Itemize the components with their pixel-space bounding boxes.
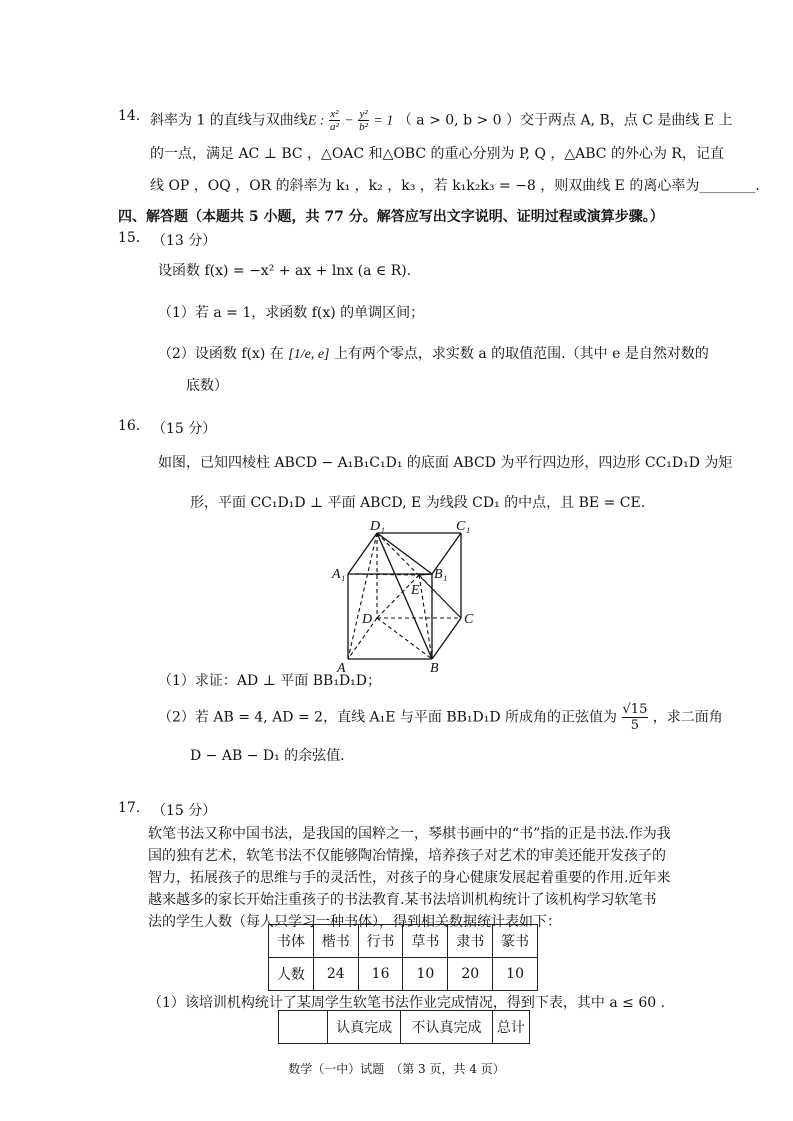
q17-para-line2: 国的独有艺术，软笔书法不仅能够陶冶情操，培养孩子对艺术的审美还能开发孩子的 — [148, 848, 666, 864]
table-cell: 草书 — [403, 925, 448, 958]
table-cell: 16 — [358, 958, 403, 991]
table-cell: 认真完成 — [328, 1011, 401, 1044]
q16-sine-fraction: $\frac{√15}{5}$ — [622, 702, 648, 733]
q17-para-line3: 智力，拓展孩子的思维与手的灵活性，对孩子的身心健康发展起着重要的作用.近年来 — [148, 870, 671, 886]
q15-stem: 设函数 f(x) = −x² + ax + lnx (a ∈ R). — [158, 263, 412, 279]
q15-part2-cont: 底数） — [186, 378, 228, 394]
q14-curve-name: E : — [307, 113, 325, 129]
table-row — [269, 958, 538, 991]
q14-line1-text-d: （ a > 0, b > 0 ）交于两点 A, B，点 C 是曲线 E 上 — [397, 112, 733, 129]
label-d: D — [362, 612, 373, 627]
segment-d1-a-hidden — [348, 533, 377, 659]
q14-line1-text-a: 斜率为 1 的直线与双曲线 — [150, 112, 308, 129]
q16-stem-line1: 如图，已知四棱柱 ABCD − A₁B₁C₁D₁ 的底面 ABCD 为平行四边形，四边形 CC₁D₁D 为矩 — [158, 455, 733, 471]
label-d1: D₁ — [370, 519, 385, 534]
label-c: C — [464, 612, 474, 627]
q16-part2 — [158, 702, 723, 733]
q17-part1: （1）该培训机构统计了某周学生软笔书法作业完成情况，得到下表，其中 a ≤ 60 . — [148, 995, 666, 1011]
q15-part1: （1）若 a = 1，求函数 f(x) 的单调区间； — [158, 305, 425, 321]
label-b: B — [430, 661, 439, 675]
q15-interval: [1/e, e] — [288, 347, 330, 362]
label-c1: C₁ — [456, 519, 471, 534]
q16-number: 16. — [118, 418, 141, 434]
label-a1: A₁ — [332, 567, 346, 582]
table-cell: 10 — [493, 958, 538, 991]
segment-e-b-hidden — [419, 575, 432, 659]
q17-para-line1: 软笔书法又称中国书法，是我国的国粹之一，琴棋书画中的“书”指的正是书法.作为我 — [148, 826, 671, 842]
table-header-row — [279, 1011, 530, 1044]
table-cell: 隶书 — [448, 925, 493, 958]
q17-score: （15 分） — [152, 803, 217, 819]
q15-part2 — [158, 343, 709, 363]
q14-number: 14. — [118, 108, 141, 124]
table-cell: 楷书 — [313, 925, 358, 958]
q17-para-line5: 法的学生人数（每人只学习一种书体），得到相关数据统计表如下： — [148, 914, 561, 930]
q16-part2-cont: D − AB − D₁ 的余弦值. — [190, 748, 345, 764]
label-e: E — [411, 583, 420, 598]
q15-part2-text-a: （2）设函数 f(x) 在 — [158, 346, 284, 362]
homework-completion-table — [278, 1010, 530, 1044]
q16-stem-line2: 形，平面 CC₁D₁D ⊥ 平面 ABCD, E 为线段 CD₁ 的中点，且 BE = CE. — [190, 495, 646, 511]
q14-line2: 的一点，满足 AC ⊥ BC ，△OAC 和△OBC 的重心分别为 P, Q ，△ABC 的外心为 R，记直 — [150, 146, 724, 162]
q14-line1: 斜率为 1 的直线与双曲线E : $\frac{\text{x²}}{\text{a²}}$ − $\frac{\text{y²}}{\text{b²}}$ = 1 （ a > 0, b > 0 ）交于两点 A, B，点 C 是曲线 E 上 — [150, 108, 733, 133]
section-four-title: 四、解答题（本题共 5 小题，共 77 分。解答应写出文字说明、证明过程或演算步骤。） — [118, 209, 664, 225]
edge-d1-a1 — [348, 533, 377, 574]
prism-figure — [320, 515, 490, 675]
table-cell: 24 — [313, 958, 358, 991]
q16-part2-text-a: （2）若 AB = 4, AD = 2，直线 A₁E 与平面 BB₁D₁D 所成角的正弦值为 — [158, 709, 618, 726]
table-cell: 行书 — [358, 925, 403, 958]
q14-fraction-x: $\frac{\text{x²}}{\text{a²}}$ — [329, 108, 339, 133]
table-cell: 10 — [403, 958, 448, 991]
q16-part1: （1）求证：AD ⊥ 平面 BB₁D₁D； — [158, 673, 382, 689]
table-cell: 人数 — [269, 958, 314, 991]
table-cell: 篆书 — [493, 925, 538, 958]
segment-d1-b — [377, 533, 432, 659]
q17-para-line4: 越来越多的家长开始注重孩子的书法教育.某书法培训机构统计了该机构学习软笔书 — [148, 892, 657, 908]
edge-b-c — [432, 618, 461, 659]
table-cell: 总计 — [492, 1011, 529, 1044]
table-cell: 书体 — [269, 925, 314, 958]
q15-number: 15. — [118, 230, 141, 246]
q14-fraction-y: $\frac{\text{y²}}{\text{b²}}$ — [359, 108, 368, 133]
q16-part2-text-b: ，求二面角 — [652, 709, 723, 726]
label-a: A — [337, 661, 346, 675]
calligraphy-student-table — [268, 924, 538, 991]
table-cell: 20 — [448, 958, 493, 991]
table-header-row — [269, 925, 538, 958]
q15-score: （13 分） — [152, 233, 217, 249]
q14-line3: 线 OP ，OQ ，OR 的斜率为 k₁ ，k₂ ，k₃ ，若 k₁k₂k₃ = −8 ，则双曲线 E 的离心率为________. — [150, 178, 760, 194]
label-b1: B₁ — [434, 567, 448, 582]
page-footer: 数学（一中）试题 （第 3 页，共 4 页） — [288, 1062, 505, 1076]
table-cell — [279, 1011, 328, 1044]
q15-part2-text-b: 上有两个零点，求实数 a 的取值范围.（其中 e 是自然对数的 — [333, 346, 709, 362]
q16-score: （15 分） — [152, 421, 217, 437]
q17-number: 17. — [118, 800, 141, 816]
table-cell: 不认真完成 — [401, 1011, 492, 1044]
